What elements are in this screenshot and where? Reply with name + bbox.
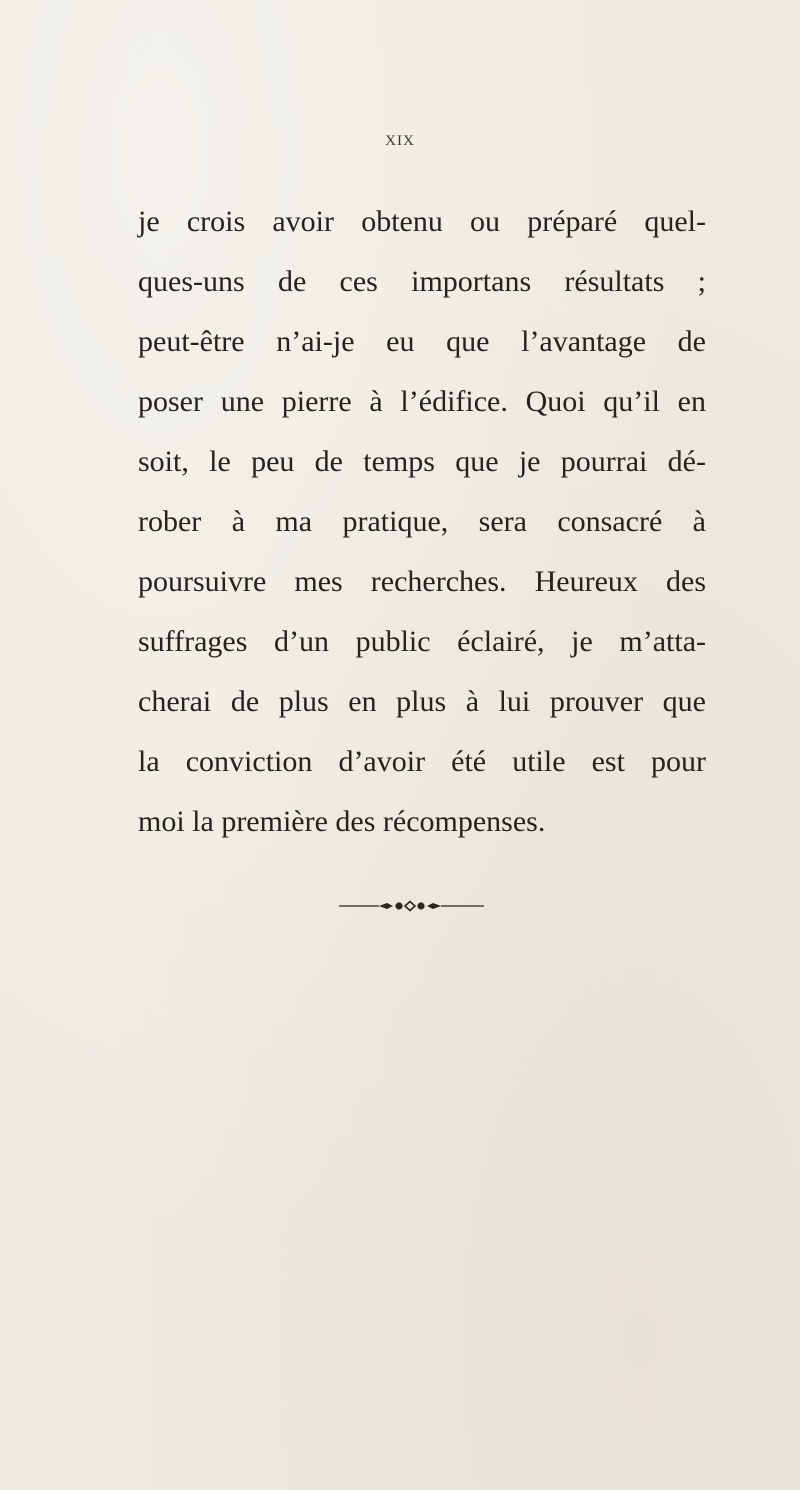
text-line: rober à ma pratique, sera consacré à (138, 505, 706, 538)
text-line: moi la première des récompenses. (138, 805, 546, 838)
text-line: ques-uns de ces importans résultats ; (138, 265, 706, 298)
tailpiece-ornament-icon (339, 900, 484, 912)
paragraph (138, 192, 706, 852)
text-line: je crois avoir obtenu ou préparé quel- (138, 205, 706, 238)
text-line: peut-être n’ai-je eu que l’avantage de (138, 325, 706, 358)
text-line: poser une pierre à l’édifice. Quoi qu’il en (138, 385, 706, 418)
text-line: suffrages d’un public éclairé, je m’atta- (138, 625, 706, 658)
text-line: soit, le peu de temps que je pourrai dé- (138, 445, 706, 478)
text-line: cherai de plus en plus à lui prouver que (138, 685, 706, 718)
text-line: poursuivre mes recherches. Heureux des (138, 565, 706, 598)
page-number: XIX (385, 133, 415, 149)
text-line: la conviction d’avoir été utile est pour (138, 745, 706, 778)
